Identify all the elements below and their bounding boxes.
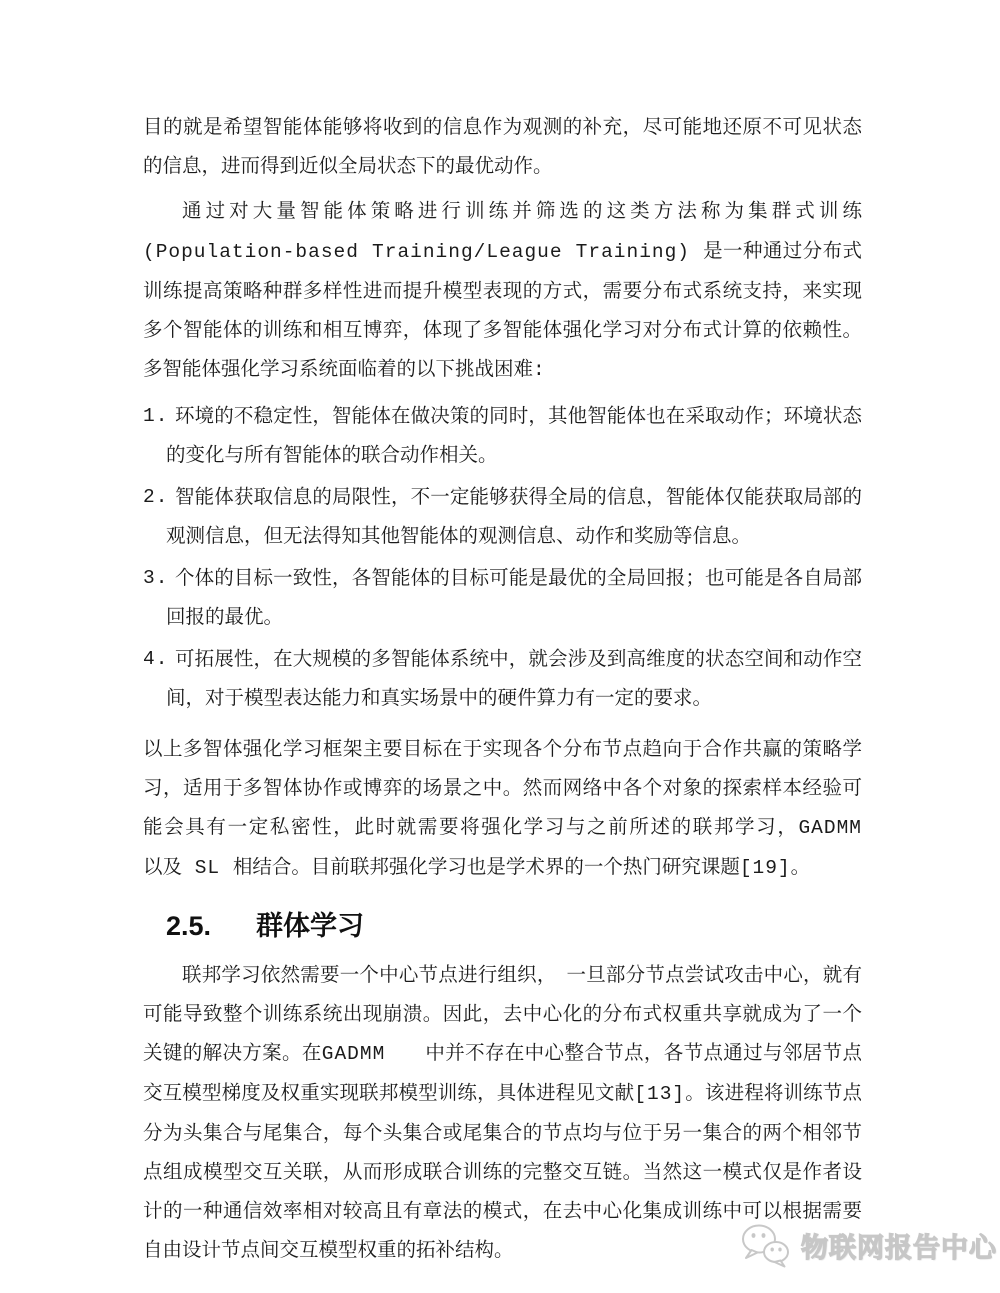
list-item-text: 可拓展性，在大规模的多智能体系统中，就会涉及到高维度的状态空间和动作空间，对于模型表达能力和真实场景中的硬件算力有一定的要求。: [166, 648, 862, 709]
list-item: [143, 640, 862, 718]
watermark: [739, 1222, 997, 1268]
list-item: [143, 397, 862, 475]
section-title: 群体学习: [256, 911, 364, 941]
list-item-text: 个体的目标一致性，各智能体的目标可能是最优的全局回报；也可能是各自局部回报的最优。: [166, 567, 862, 628]
section-heading: [143, 906, 862, 946]
wechat-icon: [739, 1222, 791, 1268]
paragraph-intro: 目的就是希望智能体能够将收到的信息作为观测的补充，尽可能地还原不可见状态的信息，进而得到近似全局状态下的最优动作。: [143, 116, 862, 177]
list-item: [143, 478, 862, 556]
paragraph-population-training: 通过对大量智能体策略进行训练并筛选的这类方法称为集群式训练 (Population-based Training/League Training) 是一种通过分布式训练提高策略种群多样性进而提升模型表现的方式，需要分布式系统支持，来实现多个智能体的训练和相互博弈，体现了多智能体强化学习对分布式计算的依赖性。多智能体强化学习系统面临着的以下挑战困难:: [143, 200, 862, 381]
list-item-number: 3.: [143, 567, 169, 589]
paragraph-swarm-learning: 联邦学习依然需要一个中心节点进行组织， 一旦部分节点尝试攻击中心，就有可能导致整个训练系统出现崩溃。因此，去中心化的分布式权重共享就成为了一个关键的解决方案。在GADMM 中并不存在中心整合节点，各节点通过与邻居节点交互模型梯度及权重实现联邦模型训练，具体进程见文献[13]。该进程将训练节点分为头集合与尾集合，每个头集合或尾集合的节点均与位于另一集合的两个相邻节点组成模型交互关联，从而形成联合训练的完整交互链。当然这一模式仅是作者设计的一种通信效率相对较高且有章法的模式，在去中心化集成训练中可以根据需要自由设计节点间交互模型权重的拓补结构。: [143, 964, 862, 1261]
list-item-number: 2.: [143, 486, 169, 508]
list-item-text: 环境的不稳定性，智能体在做决策的同时，其他智能体也在采取动作；环境状态的变化与所有智能体的联合动作相关。: [166, 405, 862, 466]
list-item: [143, 559, 862, 637]
challenges-list: [143, 397, 862, 718]
paragraph-summary: 以上多智体强化学习框架主要目标在于实现各个分布节点趋向于合作共赢的策略学习，适用于多智体协作或博弈的场景之中。然而网络中各个对象的探索样本经验可能会具有一定私密性，此时就需要将强化学习与之前所述的联邦学习，GADMM 以及 SL 相结合。目前联邦强化学习也是学术界的一个热门研究课题[19]。: [143, 738, 902, 879]
list-item-number: 1.: [143, 405, 169, 427]
list-item-number: 4.: [143, 648, 169, 670]
list-item-text: 智能体获取信息的局限性，不一定能够获得全局的信息，智能体仅能获取局部的观测信息，但无法得知其他智能体的观测信息、动作和奖励等信息。: [166, 486, 862, 547]
watermark-text: 物联网报告中心: [801, 1232, 997, 1263]
section-number: 2.5.: [166, 911, 212, 941]
